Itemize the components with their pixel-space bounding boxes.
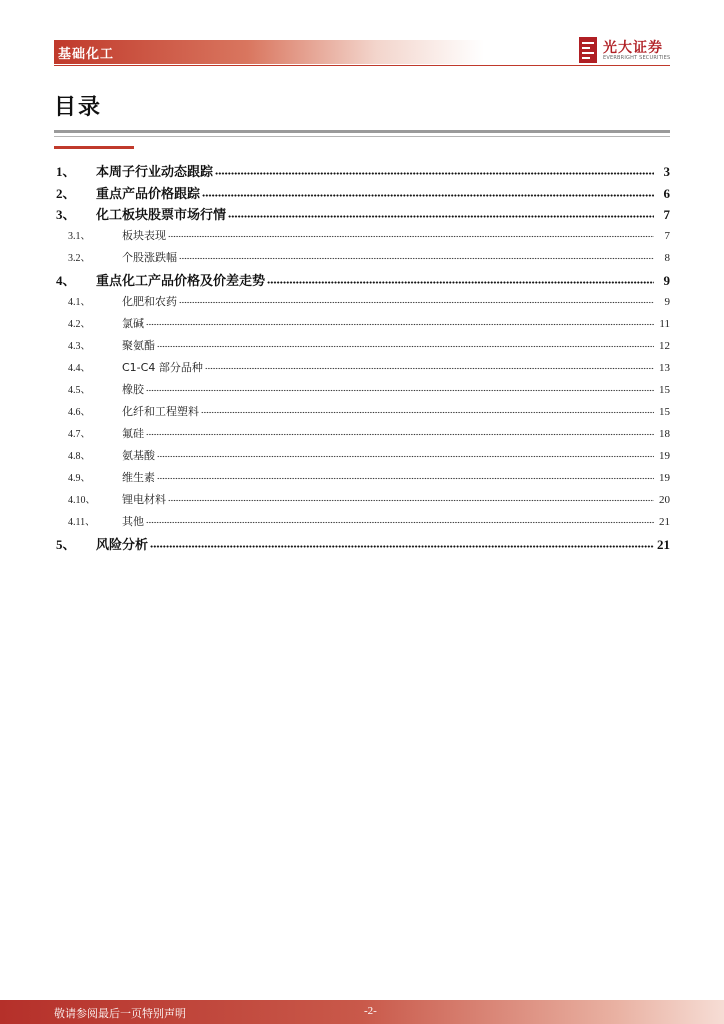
toc-entry-label: C1-C4 部分品种	[122, 361, 203, 374]
toc-dot-leader	[201, 405, 654, 415]
toc-entry[interactable]	[54, 534, 670, 553]
toc-entry-number: 4.11、	[68, 517, 96, 528]
toc-entry-number: 5、	[56, 537, 76, 552]
everbright-logo-icon	[579, 37, 597, 63]
toc-entry-page: 7	[664, 230, 670, 242]
title-rule-thick	[54, 130, 670, 133]
toc-entry-number: 2、	[56, 186, 76, 201]
toc-entry[interactable]	[54, 315, 670, 331]
toc-entry-label: 锂电材料	[122, 493, 166, 506]
toc-dot-leader	[146, 317, 654, 327]
toc-entry[interactable]	[54, 425, 670, 441]
footer-disclaimer[interactable]: 敬请参阅最后一页特别声明	[54, 1007, 186, 1020]
toc-dot-leader	[215, 166, 654, 176]
toc-entry[interactable]	[54, 204, 670, 223]
toc-entry-number: 4.9、	[68, 473, 91, 484]
toc-entry-label: 个股涨跌幅	[122, 251, 177, 264]
toc-dot-leader	[157, 449, 654, 459]
toc-entry-label: 橡胶	[122, 383, 144, 396]
toc-entry[interactable]	[54, 293, 670, 309]
toc-dot-leader	[168, 229, 654, 239]
logo-english-name: EVERBRIGHT SECURITIES	[603, 55, 671, 61]
toc-entry[interactable]	[54, 227, 670, 243]
toc-entry-number: 4.5、	[68, 385, 91, 396]
toc-entry-page: 19	[659, 450, 670, 462]
toc-entry-page: 19	[659, 472, 670, 484]
toc-entry-label: 重点产品价格跟踪	[96, 187, 201, 202]
logo-chinese-name: 光大证券	[603, 40, 663, 56]
toc-entry-label: 板块表现	[122, 229, 166, 242]
toc-entry[interactable]	[54, 359, 670, 375]
toc-entry-label: 化纤和工程塑料	[122, 405, 199, 418]
toc-dot-leader	[146, 427, 654, 437]
toc-entry-page: 9	[664, 296, 670, 308]
toc-entry-number: 4.10、	[68, 495, 96, 506]
toc-entry-label: 其他	[122, 515, 144, 528]
toc-dot-leader	[157, 471, 654, 481]
toc-dot-leader	[168, 493, 654, 503]
toc-entry-page: 7	[663, 207, 670, 222]
toc-dot-leader	[179, 251, 654, 261]
toc-dot-leader	[202, 188, 654, 198]
toc-entry-number: 4.2、	[68, 319, 91, 330]
toc-entry-number: 4.4、	[68, 363, 91, 374]
toc-entry-number: 3.1、	[68, 231, 91, 242]
toc-entry-page: 15	[659, 406, 670, 418]
toc-entry-page: 13	[659, 362, 670, 374]
toc-entry-number: 4.3、	[68, 341, 91, 352]
toc-entry[interactable]	[54, 513, 670, 529]
title-rule-thin	[54, 136, 670, 137]
toc-entry[interactable]	[54, 491, 670, 507]
toc-entry-number: 3、	[56, 207, 76, 222]
toc-entry[interactable]	[54, 381, 670, 397]
toc-entry-label: 聚氨酯	[122, 339, 155, 352]
toc-entry-page: 11	[659, 318, 670, 330]
toc-entry-page: 21	[657, 537, 670, 552]
toc-entry-page: 6	[663, 186, 670, 201]
toc-entry[interactable]	[54, 249, 670, 265]
toc-entry[interactable]	[54, 161, 670, 180]
title-accent-rule	[54, 146, 134, 149]
toc-dot-leader	[267, 275, 654, 285]
toc-entry[interactable]	[54, 183, 670, 202]
toc-entry-label: 风险分析	[96, 538, 149, 553]
section-label: 基础化工	[58, 47, 115, 62]
toc-entry-number: 4.7、	[68, 429, 91, 440]
toc-entry-page: 8	[664, 252, 670, 264]
company-logo	[579, 37, 671, 63]
toc-dot-leader	[146, 515, 654, 525]
toc-entry[interactable]	[54, 270, 670, 289]
toc-entry-page: 20	[659, 494, 670, 506]
page-title: 目录	[54, 95, 103, 120]
toc-entry-label: 本周子行业动态跟踪	[96, 165, 214, 180]
toc-entry-page: 9	[663, 273, 670, 288]
toc-entry-number: 3.2、	[68, 253, 91, 264]
toc-entry[interactable]	[54, 447, 670, 463]
header-band	[54, 40, 484, 64]
toc-entry[interactable]	[54, 403, 670, 419]
toc-entry-label: 维生素	[122, 471, 155, 484]
toc-dot-leader	[157, 339, 654, 349]
toc-entry-number: 1、	[56, 164, 76, 179]
toc-entry[interactable]	[54, 469, 670, 485]
toc-entry-label: 氨基酸	[122, 449, 155, 462]
toc-dot-leader	[179, 295, 654, 305]
toc-dot-leader	[146, 383, 654, 393]
toc-entry-number: 4.8、	[68, 451, 91, 462]
toc-entry-page: 18	[659, 428, 670, 440]
header-divider	[54, 65, 670, 66]
toc-dot-leader	[205, 361, 654, 371]
page-number: -2-	[364, 1005, 377, 1017]
toc-entry-label: 氟硅	[122, 427, 144, 440]
toc-dot-leader	[150, 539, 654, 549]
toc-entry-label: 氯碱	[122, 317, 144, 330]
toc-entry-label: 重点化工产品价格及价差走势	[96, 274, 266, 289]
toc-dot-leader	[228, 209, 654, 219]
toc-entry-page: 21	[659, 516, 670, 528]
toc-entry-page: 12	[659, 340, 670, 352]
toc-entry-page: 15	[659, 384, 670, 396]
toc-entry-number: 4、	[56, 273, 76, 288]
toc-entry-number: 4.1、	[68, 297, 91, 308]
toc-entry[interactable]	[54, 337, 670, 353]
toc-entry-label: 化工板块股票市场行情	[96, 208, 227, 223]
toc-entry-label: 化肥和农药	[122, 295, 177, 308]
toc-entry-page: 3	[663, 164, 670, 179]
toc-entry-number: 4.6、	[68, 407, 91, 418]
